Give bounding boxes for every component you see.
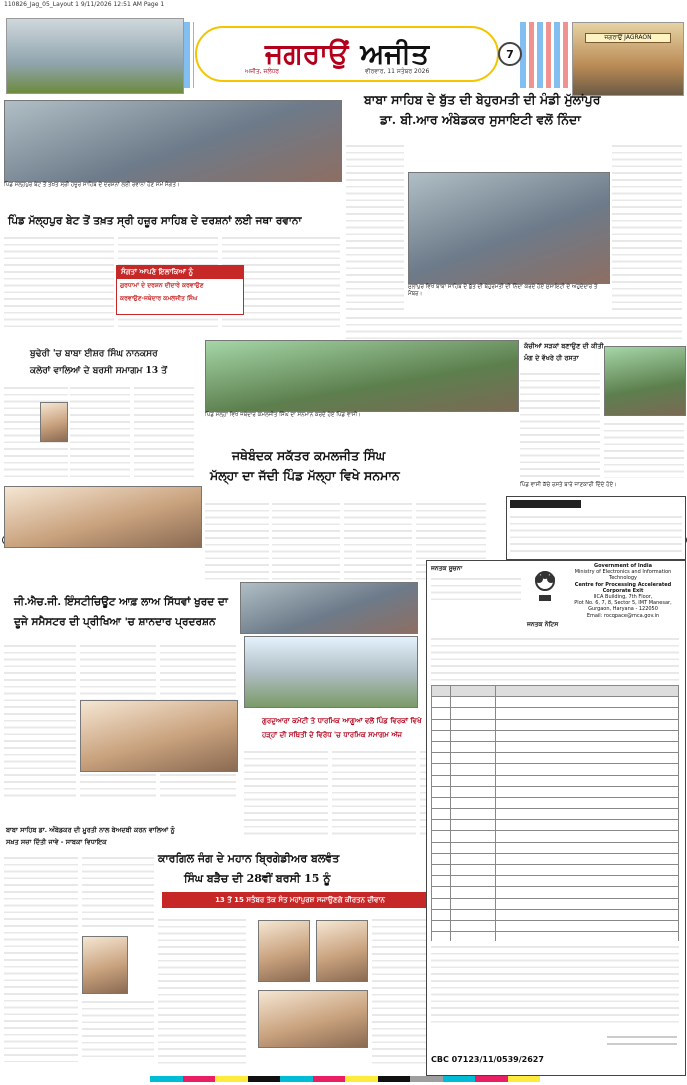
story2-col1 (4, 232, 114, 328)
story7-col2 (332, 746, 416, 838)
classified-ad (506, 496, 686, 560)
govt-text (563, 563, 683, 619)
story4-headline-1: ਜਥੇਬੰਦਕ ਸਕੱਤਰ ਕਮਲਜੀਤ ਸਿੰਘ (232, 448, 386, 463)
table-row (432, 887, 679, 898)
table-row (432, 842, 679, 853)
story5-headline-1: ਕੱਚੀਆਂ ਸੜਕਾਂ ਬਣਾਉਣ ਦੀ ਕੀਤੀ (524, 342, 604, 350)
govt-line1: Ministry of Electronics and Information Technology (574, 569, 672, 582)
story9-col3 (82, 996, 154, 1062)
table-row (432, 686, 679, 697)
masthead-station-photo (572, 22, 684, 96)
table-row (432, 697, 679, 708)
table-row (432, 775, 679, 786)
govt-line2: Centre for Processing Accelerated Corporate Exit (574, 581, 672, 594)
story9-portrait (82, 936, 128, 994)
page-number: 7 (498, 42, 522, 66)
government-notice-ad (426, 560, 686, 1076)
masthead-building-photo (6, 18, 184, 94)
story4-col3 (344, 498, 412, 582)
story2-inset-line2: ਗੁਰਧਾਮਾਂ ਦੇ ਦਰਸ਼ਨ ਦੀਦਾਰੇ ਕਰਵਾਉਣ (120, 282, 204, 289)
notice-signature (607, 1031, 677, 1045)
story5-caption: ਪਿੰਡ ਵਾਸੀ ਕੱਚੇ ਰਸਤੇ ਬਾਰੇ ਜਾਣਕਾਰੀ ਦਿੰਦੇ ਹੋਏ। (520, 482, 617, 488)
story9-headline-2: ਸਖ਼ਤ ਸਜ਼ਾ ਦਿੱਤੀ ਜਾਵੇ - ਸਾਬਕਾ ਵਿਧਾਇਕ (6, 838, 107, 846)
story4-group-photo (205, 340, 519, 412)
station-sign: ਜਗਰਾਉਂ JAGRAON (585, 33, 671, 43)
story2-headline: ਪਿੰਡ ਮੱਲ੍ਹਪੁਰ ਬੇਟ ਤੋਂ ਤਖ਼ਤ ਸ੍ਰੀ ਹਜ਼ੂਰ ਸਾਹਿਬ ਦੇ ਦਰਸ਼ਨਾਂ ਲਈ ਜਥਾ ਰਵਾਨਾ (8, 215, 302, 227)
govt-line4: Plot No. 6, 7, 8, Sector 5, IMT Manesar, (574, 600, 672, 607)
story8-col1 (158, 914, 246, 1064)
issue-date: ਵੀਰਵਾਰ, 11 ਸਤੰਬਰ 2026 (365, 68, 430, 75)
story8-headline-1: ਕਾਰਗਿਲ ਜੰਗ ਦੇ ਮਹਾਨ ਬ੍ਰਿਗੇਡੀਅਰ ਬਲਵੰਤ (158, 852, 340, 865)
story2-inset-line3: ਕਰਵਾਉਣ-ਜਥੇਦਾਰ ਕਮਲਜੀਤ ਸਿੰਘ (120, 295, 198, 302)
story7-headline-1: ਗੁਰਦੁਆਰਾ ਕਮੇਟੀ ਤੇ ਧਾਰਮਿਕ ਆਗੂਆਂ ਵਲੋਂ ਪਿੰਡ ਵਿਰਕਾਂ ਵਿਖੇ (262, 716, 422, 725)
table-row (432, 909, 679, 920)
masthead-pattern-right (520, 22, 570, 88)
story1-headline-2: ਡਾ. ਬੀ.ਆਰ ਅੰਬੇਡਕਰ ਸੁਸਾਇਟੀ ਵਲੋਂ ਨਿੰਦਾ (380, 112, 581, 127)
story6-headline-2: ਦੂਜੇ ਸਮੈਸਟਰ ਦੀ ਪ੍ਰੀਖਿਆ 'ਚ ਸ਼ਾਨਦਾਰ ਪ੍ਰਦਰਸ਼ਨ (14, 616, 216, 628)
story4-col1 (205, 498, 269, 582)
table-row (432, 786, 679, 797)
logo-title-left: ਜਗਰਾਉਂ (264, 37, 349, 70)
table-row (432, 820, 679, 831)
story6-headline-1: ਜੀ.ਐਚ.ਜੀ. ਇੰਸਟੀਚਿਊਟ ਆਫ਼ ਲਾਅ ਸਿੱਧਵਾਂ ਖੁਰਦ ਦਾ (14, 596, 228, 608)
photo-jatha-group (4, 100, 342, 182)
table-row (432, 719, 679, 730)
story5-road-photo (604, 346, 686, 416)
story8-portrait-2 (316, 920, 368, 982)
story3-col3 (134, 382, 194, 482)
govt-line6: Email: rocqpace@mca.gov.in (586, 612, 660, 619)
logo-title-right: ਅਜੀਤ (360, 37, 430, 70)
classified-ad-header (510, 500, 581, 508)
cbc-code: CBC 07123/11/0539/2627 (431, 1055, 544, 1064)
notice-heading: ਜਨਤਕ ਨੋਟਿਸ (527, 621, 559, 628)
table-row (432, 753, 679, 764)
story6-institute-photo (240, 582, 418, 634)
story9-headline-1: ਬਾਬਾ ਸਾਹਿਬ ਡਾ. ਅੰਬੇਡਕਰ ਦੀ ਮੂਰਤੀ ਨਾਲ ਬੇਅਦਬੀ ਕਰਨ ਵਾਲਿਆਂ ਨੂੰ (6, 826, 175, 834)
govt-title: Government of India (594, 563, 652, 569)
story8-portrait-1 (258, 920, 310, 982)
masthead-pattern-left (184, 22, 194, 88)
story9-col1 (4, 852, 78, 1062)
table-row (432, 831, 679, 842)
story6-col1 (4, 640, 76, 800)
tender-table (431, 685, 679, 955)
story3-ceremony-photo (4, 486, 202, 548)
table-row (432, 708, 679, 719)
notice-footer-text (431, 941, 679, 1027)
govt-line5: Gurgaon, Haryana - 122050 (588, 606, 658, 613)
story4-headline-2: ਮੱਲ੍ਹਾ ਦਾ ਜੱਦੀ ਪਿੰਡ ਮੱਲ੍ਹਾ ਵਿਖੇ ਸਨਮਾਨ (210, 468, 400, 483)
story5-col2 (604, 418, 684, 478)
table-row (432, 764, 679, 775)
notice-address (431, 573, 521, 603)
table-row (432, 865, 679, 876)
story3-headline-1: ਬੁਢੇਰੀ 'ਚ ਬਾਬਾ ਈਸ਼ਰ ਸਿੰਘ ਨਾਨਕਸਰ (30, 349, 158, 359)
emblem-icon (531, 565, 559, 605)
story1-col3 (346, 312, 682, 342)
story8-headline-2: ਸਿੰਘ ਬੜੈਚ ਦੀ 28ਵੀਂ ਬਰਸੀ 15 ਨੂੰ (184, 872, 331, 885)
story4-col2 (272, 498, 340, 582)
story1-headline-1: ਬਾਬਾ ਸਾਹਿਬ ਦੇ ਬੁੱਤ ਦੀ ਬੇਹੁਰਮਤੀ ਦੀ ਮੰਡੀ ਮੁੱਲਾਂਪੁਰ (364, 92, 601, 107)
table-row (432, 741, 679, 752)
story7-headline-2: ਹੜ੍ਹਾਂ ਦੀ ਸਥਿਤੀ ਦੇ ਵਿਰੋਧ 'ਚ ਧਾਰਮਿਕ ਸਮਾਗਮ ਅੱਜ (262, 730, 402, 739)
story1-col2 (612, 140, 682, 330)
photo-jatha-caption: ਪਿੰਡ ਮੱਲ੍ਹਪੁਰ ਬੇਟ ਤੋਂ ਤਖ਼ਤ ਸ੍ਰੀ ਹਜ਼ੂਰ ਸਾਹਿਬ ਦੇ ਦਰਸ਼ਨਾਂ ਲਈ ਰਵਾਨਾ ਹੋਣ ਸਮੇਂ ਸੰਗਤ। (4, 182, 180, 188)
table-row (432, 797, 679, 808)
notice-intro (431, 633, 679, 681)
story7-col1 (244, 746, 328, 838)
story5-col1 (520, 368, 600, 480)
story3-headline-2: ਕਲੇਰਾਂ ਵਾਲਿਆਂ ਦੇ ਬਰਸੀ ਸਮਾਗਮ 13 ਤੋਂ (30, 366, 167, 376)
classified-ad-body (510, 511, 682, 555)
story3-portrait (40, 402, 68, 442)
story2-inset (116, 265, 244, 315)
table-row (432, 920, 679, 931)
story3-col2 (70, 382, 130, 482)
story2-inset-line1: ਸੰਗਤਾਂ ਆਪਣੇ ਇਲਾਕਿਆਂ ਨੂੰ (117, 266, 243, 279)
govt-line3: IICA Building, 7th Floor, (593, 594, 653, 601)
story1-caption: ਮੁੱਲਾਂਪੁਰ ਵਿਖੇ ਬਾਬਾ ਸਾਹਿਬ ਦੇ ਬੁੱਤ ਦੀ ਬੇਹੁਰਮਤੀ ਦੀ ਨਿੰਦਾ ਕਰਦੇ ਹੋਏ ਸੁਸਾਇਟੀ ਦੇ ਅਹੁਦੇਦਾਰ ਤੇ ਮੈਂਬਰ। (408, 284, 598, 297)
table-row (432, 876, 679, 887)
notice-title: ਜਨਤਕ ਸੂਚਨਾ (431, 565, 463, 572)
story5-headline-2: ਮੰਗ ਦੇ ਵੱਖਰੇ ਹੀ ਰਸਤਾ (524, 354, 579, 362)
table-row (432, 730, 679, 741)
logo-subtitle: ਅਜੀਤ, ਜਲੰਧਰ (245, 68, 280, 75)
print-color-bar (150, 1076, 540, 1082)
table-row (432, 898, 679, 909)
table-row (432, 809, 679, 820)
print-slug: 110826_Jag_05_Layout 1 9/11/2026 12:51 AM Page 1 (4, 1, 165, 8)
story9-col2 (82, 852, 154, 932)
newspaper-logo (195, 26, 499, 82)
table-row (432, 853, 679, 864)
story4-caption: ਪਿੰਡ ਮੱਲ੍ਹਾ ਵਿਖੇ ਜਥੇਦਾਰ ਕਮਲਜੀਤ ਸਿੰਘ ਦਾ ਸਨਮਾਨ ਕਰਦੇ ਹੋਏ ਪਿੰਡ ਵਾਸੀ। (205, 412, 361, 418)
story6-students-photo (80, 700, 238, 772)
story1-col1 (346, 140, 404, 330)
story7-gurdwara-photo (244, 636, 418, 708)
story1-photo (408, 172, 610, 284)
story3-caption (4, 548, 200, 562)
story8-strap: 13 ਤੋਂ 15 ਸਤੰਬਰ ਤੱਕ ਸੰਤ ਮਹਾਂਪੁਰਸ਼ ਸਜਾਉਣਗੇ ਕੀਰਤਨ ਦੀਵਾਨ (162, 892, 438, 908)
story8-portrait-3 (258, 990, 368, 1048)
